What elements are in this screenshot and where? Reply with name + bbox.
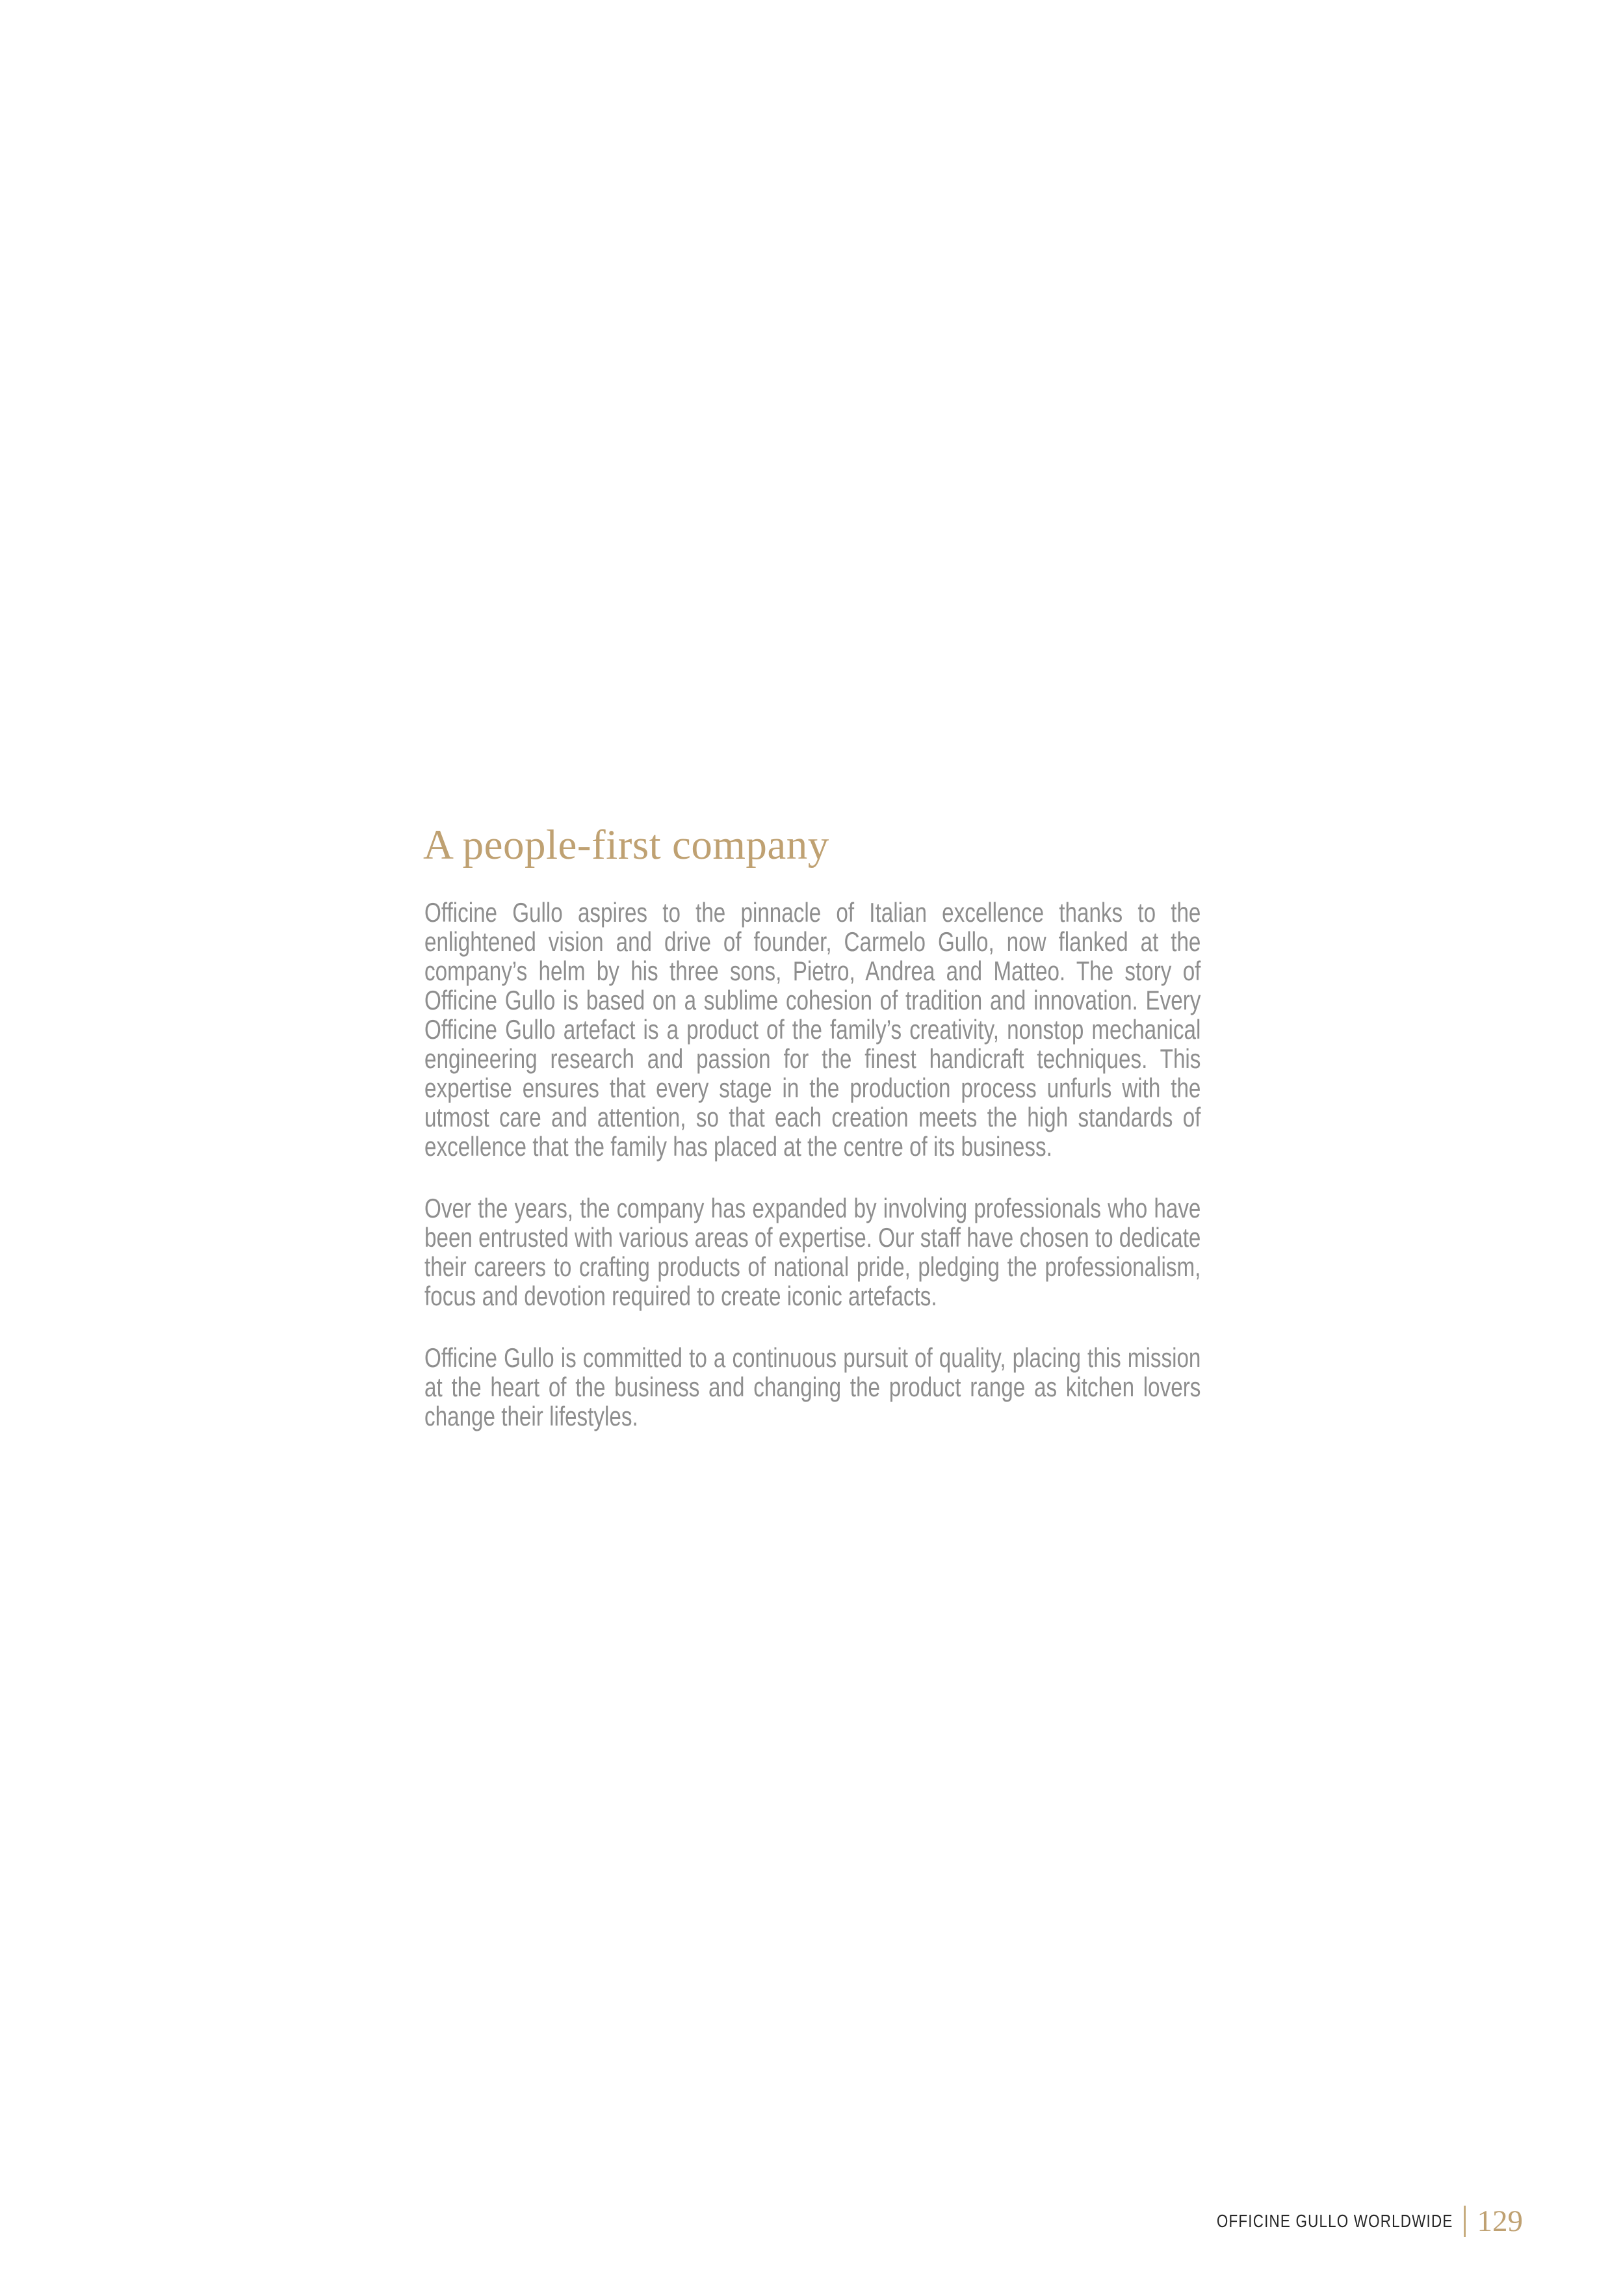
body-paragraph-2: Over the years, the company has expanded by involving professionals who have been entrusted with various areas of expertise. Our staff have chosen to dedicate their careers to crafting products of national pride, pledging the professionalism, focus and devotion required to create iconic artefacts. (424, 1193, 1201, 1311)
footer-page-number: 129 (1477, 2204, 1523, 2238)
page-title: A people-first company (423, 822, 829, 868)
footer-divider (1464, 2206, 1466, 2237)
page-footer (1158, 2206, 1523, 2237)
body-paragraph-1: Officine Gullo aspires to the pinnacle of Italian excellence thanks to the enlightened vision and drive of founder, Carmelo Gullo, now flanked at the company’s helm by his three sons, Pietro, Andrea and Matteo. The story of Officine Gullo is based on a sublime cohesion of tradition and innovation. Every Officine Gullo artefact is a product of the family’s creativity, nonstop mechanical engineering research and passion for the finest handicraft techniques. This expertise ensures that every stage in the production process unfurls with the utmost care and attention, so that each creation meets the high standards of excellence that the family has placed at the centre of its business. (424, 897, 1201, 1162)
body-text (424, 898, 1201, 1431)
body-paragraph-3: Officine Gullo is committed to a continuous pursuit of quality, placing this mission at the heart of the business and changing the product range as kitchen lovers change their lifestyles. (424, 1342, 1201, 1431)
footer-brand-label: OFFICINE GULLO WORLDWIDE (1216, 2211, 1453, 2231)
